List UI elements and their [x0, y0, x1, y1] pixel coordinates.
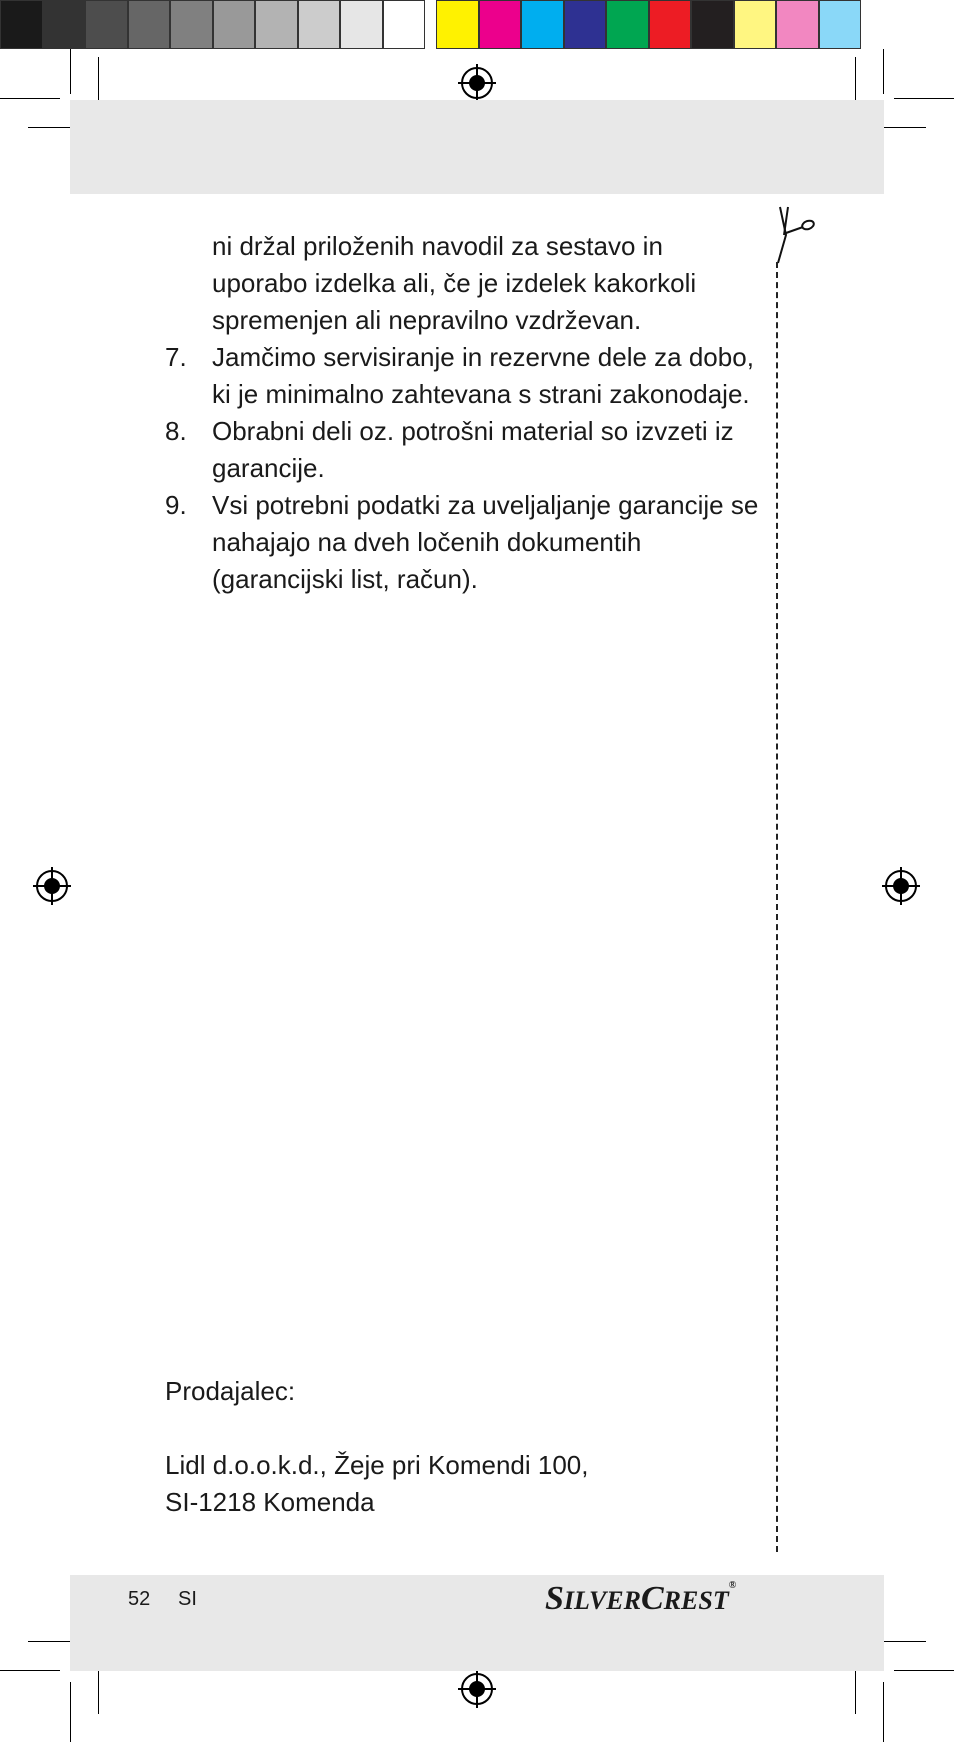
header-band	[70, 100, 884, 194]
crop-mark	[70, 49, 71, 94]
crop-mark	[883, 1682, 884, 1742]
registration-mark-icon	[882, 867, 920, 905]
list-text: Vsi potrebni podatki za uveljaljanje garancije se nahajajo na dveh ločenih dokumentih (garancijski list, račun).	[212, 490, 759, 594]
scissors-icon	[772, 205, 818, 265]
list-number: 8.	[165, 416, 187, 446]
crop-mark	[0, 1670, 60, 1671]
list-number: 9.	[165, 490, 187, 520]
list-item	[165, 413, 765, 487]
brand-logo: SILVERCREST®	[545, 1580, 737, 1617]
color-swatch	[383, 0, 426, 49]
color-swatch	[213, 0, 256, 49]
continuation-paragraph: ni držal priloženih navodil za sestavo in uporabo izdelka ali, če je izdelek kakorkoli spremenjen ali nepravilno vzdrževan.	[212, 231, 697, 335]
registration-mark-icon	[458, 1670, 496, 1708]
color-swatch	[170, 0, 213, 49]
registration-mark-icon	[458, 64, 496, 102]
color-swatch	[85, 0, 128, 49]
crop-mark	[0, 98, 60, 99]
seller-block	[165, 1373, 588, 1521]
color-swatch	[298, 0, 341, 49]
crop-mark	[98, 1664, 99, 1714]
color-swatch	[776, 0, 819, 49]
color-swatch	[43, 0, 86, 49]
seller-address-line2: SI-1218 Komenda	[165, 1487, 375, 1517]
list-item	[165, 339, 765, 413]
color-swatch	[0, 0, 43, 49]
crop-mark	[855, 1664, 856, 1714]
seller-label: Prodajalec:	[165, 1376, 296, 1406]
registration-mark-icon	[33, 867, 71, 905]
list-number: 7.	[165, 342, 187, 372]
color-swatch	[255, 0, 298, 49]
color-swatch	[436, 0, 479, 49]
color-swatch	[819, 0, 862, 49]
cut-line	[776, 262, 778, 1552]
color-swatch	[128, 0, 171, 49]
list-text: Obrabni deli oz. potrošni material so izvzeti iz garancije.	[212, 416, 734, 483]
color-swatch	[734, 0, 777, 49]
list-item	[165, 487, 765, 598]
seller-address-line1: Lidl d.o.o.k.d., Žeje pri Komendi 100,	[165, 1450, 589, 1480]
color-swatch	[340, 0, 383, 49]
color-calibration-bar	[0, 0, 954, 49]
crop-mark	[883, 49, 884, 94]
crop-mark	[894, 1670, 954, 1671]
warranty-text	[165, 228, 765, 598]
color-swatch	[649, 0, 692, 49]
color-swatch	[564, 0, 607, 49]
color-swatch	[479, 0, 522, 49]
crop-mark	[894, 98, 954, 99]
color-swatch	[691, 0, 734, 49]
color-swatch	[521, 0, 564, 49]
crop-mark	[70, 1682, 71, 1742]
page-number: 52	[128, 1588, 151, 1610]
list-text: Jamčimo servisiranje in rezervne dele za dobo, ki je minimalno zahtevana s strani zakonodaje.	[212, 342, 754, 409]
page-language: SI	[178, 1588, 197, 1610]
color-swatch	[606, 0, 649, 49]
